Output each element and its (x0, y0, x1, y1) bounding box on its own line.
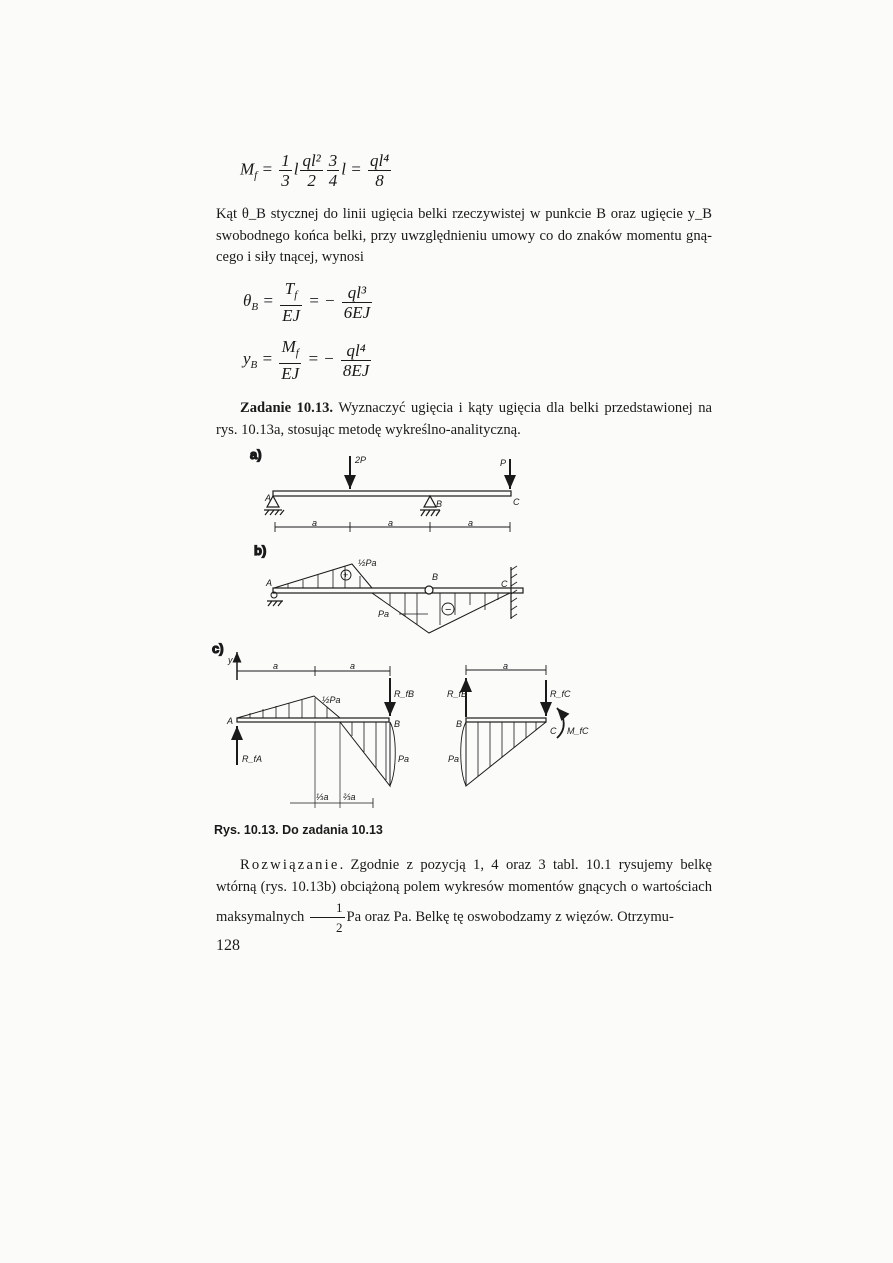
label-pa-c-right: Pa (448, 754, 460, 764)
formula-y-b: $y_B$ = $\frac{M_f}{EJ}$ = − $\frac{\text{ql⁴}}{8EJ}$ (243, 337, 370, 383)
formula-mf: $M_f$ = $\frac{1}{3}$ l $\frac{\text{ql²}}{2}$ $\frac{3}{4}$ l = $\frac{\text{ql⁴}}{8}$ (240, 151, 390, 190)
task-text: Wyznaczyć ugięcia i kąty ugięcia dla belki przedstawionej na rys. 10.13a, stosując metodę wykreślno-analityczną. (216, 400, 712, 438)
beam-c-right (466, 718, 546, 722)
task-title: Zadanie 10.13. (240, 400, 334, 416)
formula-theta-b: $\theta_B$ = $\frac{T_f}{EJ}$ = − $\frac{\text{ql³}}{6EJ}$ (243, 279, 371, 325)
label-pa-b: Pa (378, 609, 390, 619)
label-rfb: R_fB (394, 689, 415, 699)
label-third-a: ⅓a (316, 792, 329, 802)
label-a-c: A (227, 716, 234, 726)
negative-moment-area (372, 593, 510, 633)
hatch-b (420, 510, 440, 516)
label-rfc: R_fC (550, 689, 571, 699)
label-b-c: B (394, 719, 401, 729)
dim-a-3: a (468, 518, 474, 528)
moment-mfc-arrow (557, 708, 564, 738)
label-mfc: M_fC (567, 726, 589, 736)
solution-tail: Pa oraz Pa. Belkę tę oswobodzamy z więzów. Otrzymu- (346, 908, 674, 925)
figure-caption: Rys. 10.13. Do zadania 10.13 (214, 823, 383, 837)
label-c-pt: C (513, 497, 520, 507)
plus-sign: + (343, 570, 349, 580)
label-b-pt: B (436, 499, 443, 509)
dim-a-2: a (388, 518, 394, 528)
label-b-b: B (432, 572, 439, 582)
label-y-axis: y (228, 655, 233, 665)
label-pa-c: Pa (398, 754, 410, 764)
label-p: P (500, 458, 507, 468)
paragraph-theta-intro: Kąt θ_B stycznej do linii ugięcia belki rzeczywistej w punkcie B oraz ugięcie y_B swobodnego końca belki, przy uwzględnieniu umowy co do znaków momentu gnącego i siły tnącej, wynosi (216, 206, 712, 265)
beam-c-left (237, 718, 389, 722)
beam-a (273, 491, 511, 496)
hatch-a (264, 510, 284, 515)
label-rfb-right: R_fB (447, 689, 468, 699)
page-number: 128 (216, 937, 240, 954)
panel-c-label: c) (212, 641, 224, 656)
label-b-c-right: B (456, 719, 463, 729)
label-c-c-right: C (550, 726, 557, 736)
support-roller-b (424, 496, 436, 507)
hinge-b (425, 586, 433, 594)
label-a-b: A (266, 578, 273, 588)
label-a-pt: A (265, 493, 272, 503)
beam-b (273, 588, 523, 593)
label-two-third-a: ⅔a (343, 792, 356, 802)
minus-sign: − (445, 604, 452, 616)
negative-triangle-c (340, 722, 390, 786)
label-c-b: C (501, 579, 508, 589)
dim-a-1: a (312, 518, 318, 528)
label-half-pa-b: ½Pa (358, 558, 377, 568)
dim-c-a-right: a (503, 661, 509, 671)
solution-text: . Zgodnie z pozycją 1, 4 oraz 3 tabl. 10.1 rysujemy belkę wtórną (rys. 10.13b) obciążoną polem wykresów momentów gnących o wartościach maksymalnych (216, 857, 712, 925)
label-rfa: R_fA (242, 754, 263, 764)
label-2p: 2P (355, 455, 367, 465)
dim-c-a-1: a (273, 661, 279, 671)
label-half-pa-c: ½Pa (322, 695, 341, 705)
solution-paragraph: Rozwiązanie. Zgodnie z pozycją 1, 4 oraz 3 tabl. 10.1 rysujemy belkę wtórną (rys. 10.13b) obciążoną polem wykresów momentów gnących o wartościach maksymalnych $\frac{1}{2}$ Pa oraz Pa. Belkę tę oswobodzamy z więzów. Otrzymu- (216, 857, 712, 935)
solution-label: Rozwiązanie (240, 857, 340, 873)
panel-a-label: a) (250, 447, 262, 462)
panel-b-label: b) (254, 543, 267, 558)
dim-c-a-2: a (350, 661, 356, 671)
